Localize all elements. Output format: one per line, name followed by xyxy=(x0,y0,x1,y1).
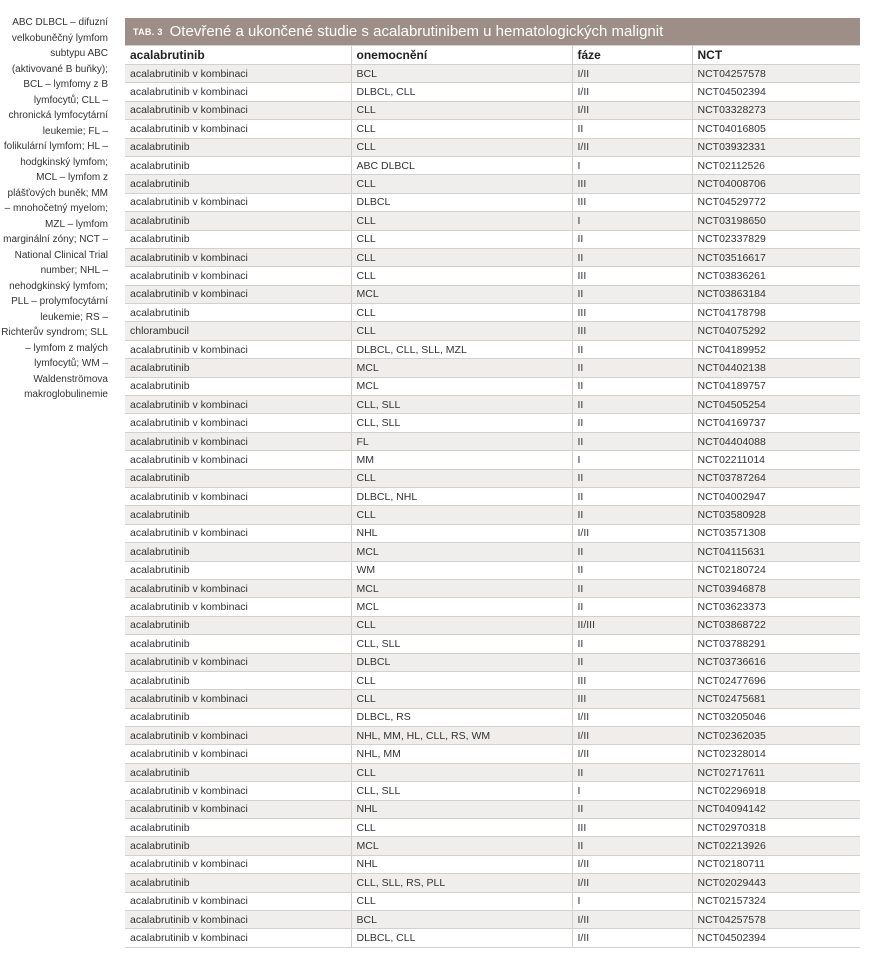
cell-disease: CLL xyxy=(351,138,572,156)
cell-phase: I/II xyxy=(572,874,692,892)
cell-disease: ABC DLBCL xyxy=(351,156,572,174)
cell-nct: NCT04016805 xyxy=(692,120,860,138)
cell-phase: I xyxy=(572,156,692,174)
cell-disease: MM xyxy=(351,451,572,469)
cell-nct: NCT03787264 xyxy=(692,469,860,487)
table-body xyxy=(125,65,860,948)
cell-nct: NCT04002947 xyxy=(692,487,860,505)
cell-disease: NHL xyxy=(351,855,572,873)
cell-disease: MCL xyxy=(351,837,572,855)
table-row xyxy=(125,910,860,928)
table-row xyxy=(125,708,860,726)
cell-drug: acalabrutinib xyxy=(125,543,351,561)
cell-phase: II/III xyxy=(572,616,692,634)
cell-phase: II xyxy=(572,487,692,505)
table-row xyxy=(125,212,860,230)
cell-phase: I xyxy=(572,892,692,910)
cell-drug: acalabrutinib v kombinaci xyxy=(125,340,351,358)
cell-nct: NCT03836261 xyxy=(692,267,860,285)
table-row xyxy=(125,543,860,561)
cell-disease: DLBCL, CLL, SLL, MZL xyxy=(351,340,572,358)
table-number: TAB. 3 xyxy=(133,26,163,37)
cell-disease: CLL xyxy=(351,304,572,322)
cell-phase: II xyxy=(572,837,692,855)
table-row xyxy=(125,101,860,119)
cell-nct: NCT02475681 xyxy=(692,690,860,708)
table-row xyxy=(125,414,860,432)
cell-nct: NCT03516617 xyxy=(692,248,860,266)
cell-phase: I/II xyxy=(572,524,692,542)
cell-phase: II xyxy=(572,248,692,266)
cell-nct: NCT03571308 xyxy=(692,524,860,542)
cell-drug: chlorambucil xyxy=(125,322,351,340)
cell-phase: I/II xyxy=(572,101,692,119)
cell-disease: CLL xyxy=(351,763,572,781)
table-row xyxy=(125,340,860,358)
cell-drug: acalabrutinib v kombinaci xyxy=(125,285,351,303)
cell-disease: CLL xyxy=(351,175,572,193)
table-row xyxy=(125,285,860,303)
studies-table-block xyxy=(125,18,860,948)
table-row xyxy=(125,635,860,653)
cell-phase: I/II xyxy=(572,708,692,726)
cell-phase: I/II xyxy=(572,855,692,873)
cell-phase: II xyxy=(572,285,692,303)
cell-nct: NCT04257578 xyxy=(692,910,860,928)
table-row xyxy=(125,727,860,745)
cell-nct: NCT04257578 xyxy=(692,65,860,83)
cell-phase: I/II xyxy=(572,138,692,156)
cell-phase: II xyxy=(572,543,692,561)
cell-nct: NCT02970318 xyxy=(692,819,860,837)
cell-phase: I/II xyxy=(572,65,692,83)
cell-disease: WM xyxy=(351,561,572,579)
cell-phase: II xyxy=(572,230,692,248)
cell-disease: CLL xyxy=(351,101,572,119)
cell-disease: CLL xyxy=(351,322,572,340)
cell-drug: acalabrutinib v kombinaci xyxy=(125,487,351,505)
cell-drug: acalabrutinib xyxy=(125,837,351,855)
cell-nct: NCT02211014 xyxy=(692,451,860,469)
table-header-row xyxy=(125,46,860,65)
cell-disease: CLL, SLL xyxy=(351,782,572,800)
column-header-disease: onemocnění xyxy=(351,46,572,65)
cell-phase: II xyxy=(572,432,692,450)
table-row xyxy=(125,874,860,892)
table-row xyxy=(125,506,860,524)
cell-phase: III xyxy=(572,267,692,285)
cell-phase: II xyxy=(572,396,692,414)
table-row xyxy=(125,855,860,873)
table-row xyxy=(125,451,860,469)
column-header-phase: fáze xyxy=(572,46,692,65)
cell-nct: NCT02477696 xyxy=(692,671,860,689)
cell-nct: NCT04402138 xyxy=(692,359,860,377)
cell-disease: DLBCL xyxy=(351,653,572,671)
cell-phase: II xyxy=(572,800,692,818)
cell-disease: BCL xyxy=(351,65,572,83)
column-header-drug: acalabrutinib xyxy=(125,46,351,65)
cell-drug: acalabrutinib xyxy=(125,874,351,892)
cell-drug: acalabrutinib v kombinaci xyxy=(125,396,351,414)
cell-disease: NHL xyxy=(351,800,572,818)
cell-drug: acalabrutinib v kombinaci xyxy=(125,892,351,910)
cell-nct: NCT02112526 xyxy=(692,156,860,174)
cell-disease: CLL xyxy=(351,469,572,487)
cell-nct: NCT03736616 xyxy=(692,653,860,671)
cell-disease: MCL xyxy=(351,285,572,303)
cell-drug: acalabrutinib v kombinaci xyxy=(125,800,351,818)
cell-drug: acalabrutinib v kombinaci xyxy=(125,690,351,708)
cell-disease: NHL, MM xyxy=(351,745,572,763)
table-row xyxy=(125,763,860,781)
cell-phase: II xyxy=(572,653,692,671)
cell-phase: III xyxy=(572,690,692,708)
table-row xyxy=(125,616,860,634)
cell-drug: acalabrutinib xyxy=(125,763,351,781)
cell-phase: III xyxy=(572,304,692,322)
cell-phase: I xyxy=(572,782,692,800)
cell-drug: acalabrutinib v kombinaci xyxy=(125,193,351,211)
cell-disease: FL xyxy=(351,432,572,450)
cell-nct: NCT03932331 xyxy=(692,138,860,156)
cell-nct: NCT02180724 xyxy=(692,561,860,579)
cell-drug: acalabrutinib v kombinaci xyxy=(125,65,351,83)
cell-drug: acalabrutinib xyxy=(125,671,351,689)
cell-phase: III xyxy=(572,819,692,837)
table-row xyxy=(125,175,860,193)
cell-drug: acalabrutinib xyxy=(125,304,351,322)
cell-nct: NCT03198650 xyxy=(692,212,860,230)
cell-phase: II xyxy=(572,377,692,395)
cell-nct: NCT03863184 xyxy=(692,285,860,303)
cell-drug: acalabrutinib v kombinaci xyxy=(125,910,351,928)
cell-nct: NCT03788291 xyxy=(692,635,860,653)
cell-nct: NCT03946878 xyxy=(692,579,860,597)
cell-phase: II xyxy=(572,635,692,653)
cell-drug: acalabrutinib xyxy=(125,616,351,634)
cell-phase: III xyxy=(572,175,692,193)
cell-phase: II xyxy=(572,340,692,358)
cell-phase: I xyxy=(572,451,692,469)
cell-nct: NCT03205046 xyxy=(692,708,860,726)
cell-drug: acalabrutinib xyxy=(125,561,351,579)
cell-drug: acalabrutinib xyxy=(125,175,351,193)
table-title-bar xyxy=(125,18,860,45)
cell-disease: MCL xyxy=(351,377,572,395)
cell-drug: acalabrutinib v kombinaci xyxy=(125,120,351,138)
cell-phase: I/II xyxy=(572,929,692,947)
table-title: Otevřené a ukončené studie s acalabrutinibem u hematologických malignit xyxy=(169,23,664,40)
cell-drug: acalabrutinib v kombinaci xyxy=(125,451,351,469)
cell-drug: acalabrutinib xyxy=(125,506,351,524)
cell-nct: NCT04502394 xyxy=(692,83,860,101)
cell-disease: NHL, MM, HL, CLL, RS, WM xyxy=(351,727,572,745)
cell-nct: NCT04404088 xyxy=(692,432,860,450)
abbreviations-note: ABC DLBCL – difuzní velkobuněčný lymfom subtypu ABC (aktivované B buňky); BCL – lymfomy z B lymfocytů; CLL – chronická lymfocytární leukemie; FL – folikulární lymfom; HL – hodgkinský lymfom; MCL – lymfom z plášťových buněk; MM – mnohočetný myelom; MZL – lymfom marginální zóny; NCT – National Clinical Trial number; NHL – nehodgkinský lymfom; PLL – prolymfocytární leukemie; RS – Richterův syndrom; SLL – lymfom z malých lymfocytů; WM – Waldenströmova makroglobulinemie xyxy=(1,17,108,400)
cell-disease: DLBCL, NHL xyxy=(351,487,572,505)
table-row xyxy=(125,487,860,505)
cell-disease: CLL xyxy=(351,819,572,837)
cell-nct: NCT03623373 xyxy=(692,598,860,616)
cell-disease: CLL, SLL, RS, PLL xyxy=(351,874,572,892)
cell-nct: NCT02337829 xyxy=(692,230,860,248)
table-row xyxy=(125,524,860,542)
cell-drug: acalabrutinib xyxy=(125,359,351,377)
cell-disease: DLBCL, CLL xyxy=(351,83,572,101)
cell-phase: II xyxy=(572,506,692,524)
cell-phase: I/II xyxy=(572,727,692,745)
cell-drug: acalabrutinib xyxy=(125,212,351,230)
cell-nct: NCT02328014 xyxy=(692,745,860,763)
cell-nct: NCT04178798 xyxy=(692,304,860,322)
cell-phase: III xyxy=(572,193,692,211)
cell-disease: CLL xyxy=(351,248,572,266)
cell-disease: CLL xyxy=(351,690,572,708)
cell-disease: CLL, SLL xyxy=(351,396,572,414)
cell-disease: CLL, SLL xyxy=(351,414,572,432)
cell-drug: acalabrutinib xyxy=(125,635,351,653)
cell-phase: III xyxy=(572,322,692,340)
cell-drug: acalabrutinib v kombinaci xyxy=(125,414,351,432)
cell-drug: acalabrutinib v kombinaci xyxy=(125,101,351,119)
cell-phase: II xyxy=(572,120,692,138)
cell-drug: acalabrutinib v kombinaci xyxy=(125,598,351,616)
column-header-nct: NCT xyxy=(692,46,860,65)
cell-disease: CLL xyxy=(351,616,572,634)
cell-drug: acalabrutinib xyxy=(125,156,351,174)
cell-drug: acalabrutinib v kombinaci xyxy=(125,524,351,542)
cell-drug: acalabrutinib xyxy=(125,469,351,487)
table-row xyxy=(125,653,860,671)
cell-nct: NCT02213926 xyxy=(692,837,860,855)
cell-disease: MCL xyxy=(351,543,572,561)
cell-disease: BCL xyxy=(351,910,572,928)
cell-drug: acalabrutinib v kombinaci xyxy=(125,579,351,597)
cell-phase: II xyxy=(572,469,692,487)
table-row xyxy=(125,745,860,763)
cell-drug: acalabrutinib v kombinaci xyxy=(125,83,351,101)
cell-nct: NCT02296918 xyxy=(692,782,860,800)
cell-disease: CLL xyxy=(351,671,572,689)
table-row xyxy=(125,396,860,414)
table-row xyxy=(125,248,860,266)
cell-drug: acalabrutinib v kombinaci xyxy=(125,653,351,671)
cell-nct: NCT02362035 xyxy=(692,727,860,745)
cell-phase: I xyxy=(572,212,692,230)
cell-drug: acalabrutinib xyxy=(125,819,351,837)
cell-phase: II xyxy=(572,414,692,432)
cell-nct: NCT04529772 xyxy=(692,193,860,211)
table-row xyxy=(125,432,860,450)
cell-phase: I/II xyxy=(572,910,692,928)
cell-disease: NHL xyxy=(351,524,572,542)
cell-disease: CLL xyxy=(351,506,572,524)
cell-drug: acalabrutinib v kombinaci xyxy=(125,855,351,873)
cell-nct: NCT02717611 xyxy=(692,763,860,781)
cell-drug: acalabrutinib v kombinaci xyxy=(125,727,351,745)
cell-nct: NCT02180711 xyxy=(692,855,860,873)
cell-drug: acalabrutinib v kombinaci xyxy=(125,267,351,285)
cell-phase: II xyxy=(572,579,692,597)
cell-nct: NCT04075292 xyxy=(692,322,860,340)
table-row xyxy=(125,469,860,487)
cell-disease: MCL xyxy=(351,579,572,597)
cell-drug: acalabrutinib v kombinaci xyxy=(125,782,351,800)
cell-nct: NCT04502394 xyxy=(692,929,860,947)
cell-phase: II xyxy=(572,763,692,781)
cell-disease: DLBCL, CLL xyxy=(351,929,572,947)
cell-drug: acalabrutinib xyxy=(125,377,351,395)
table-row xyxy=(125,267,860,285)
table-row xyxy=(125,929,860,947)
cell-nct: NCT04169737 xyxy=(692,414,860,432)
cell-disease: CLL, SLL xyxy=(351,635,572,653)
cell-disease: CLL xyxy=(351,212,572,230)
cell-phase: II xyxy=(572,359,692,377)
cell-nct: NCT04094142 xyxy=(692,800,860,818)
table-row xyxy=(125,598,860,616)
cell-disease: DLBCL, RS xyxy=(351,708,572,726)
cell-phase: II xyxy=(572,598,692,616)
table-row xyxy=(125,322,860,340)
table-row xyxy=(125,837,860,855)
table-row xyxy=(125,782,860,800)
cell-disease: CLL xyxy=(351,267,572,285)
cell-nct: NCT04008706 xyxy=(692,175,860,193)
cell-nct: NCT04189757 xyxy=(692,377,860,395)
cell-nct: NCT04189952 xyxy=(692,340,860,358)
cell-nct: NCT03868722 xyxy=(692,616,860,634)
cell-nct: NCT02157324 xyxy=(692,892,860,910)
table-row xyxy=(125,83,860,101)
cell-phase: I/II xyxy=(572,745,692,763)
cell-drug: acalabrutinib xyxy=(125,708,351,726)
cell-disease: MCL xyxy=(351,359,572,377)
cell-phase: III xyxy=(572,671,692,689)
table-row xyxy=(125,156,860,174)
table-row xyxy=(125,359,860,377)
table-row xyxy=(125,193,860,211)
cell-nct: NCT04115631 xyxy=(692,543,860,561)
table-row xyxy=(125,230,860,248)
table-row xyxy=(125,800,860,818)
cell-disease: CLL xyxy=(351,892,572,910)
cell-nct: NCT04505254 xyxy=(692,396,860,414)
studies-table xyxy=(125,45,860,948)
cell-disease: DLBCL xyxy=(351,193,572,211)
table-row xyxy=(125,690,860,708)
table-row xyxy=(125,120,860,138)
cell-nct: NCT02029443 xyxy=(692,874,860,892)
cell-nct: NCT03328273 xyxy=(692,101,860,119)
cell-disease: CLL xyxy=(351,230,572,248)
cell-drug: acalabrutinib xyxy=(125,230,351,248)
table-row xyxy=(125,892,860,910)
cell-drug: acalabrutinib v kombinaci xyxy=(125,745,351,763)
cell-drug: acalabrutinib v kombinaci xyxy=(125,432,351,450)
table-row xyxy=(125,671,860,689)
table-row xyxy=(125,304,860,322)
cell-drug: acalabrutinib v kombinaci xyxy=(125,248,351,266)
table-row xyxy=(125,65,860,83)
table-row xyxy=(125,138,860,156)
cell-disease: MCL xyxy=(351,598,572,616)
table-row xyxy=(125,561,860,579)
table-row xyxy=(125,579,860,597)
table-row xyxy=(125,819,860,837)
cell-disease: CLL xyxy=(351,120,572,138)
cell-phase: II xyxy=(572,561,692,579)
cell-nct: NCT03580928 xyxy=(692,506,860,524)
table-row xyxy=(125,377,860,395)
cell-phase: I/II xyxy=(572,83,692,101)
cell-drug: acalabrutinib v kombinaci xyxy=(125,929,351,947)
cell-drug: acalabrutinib xyxy=(125,138,351,156)
